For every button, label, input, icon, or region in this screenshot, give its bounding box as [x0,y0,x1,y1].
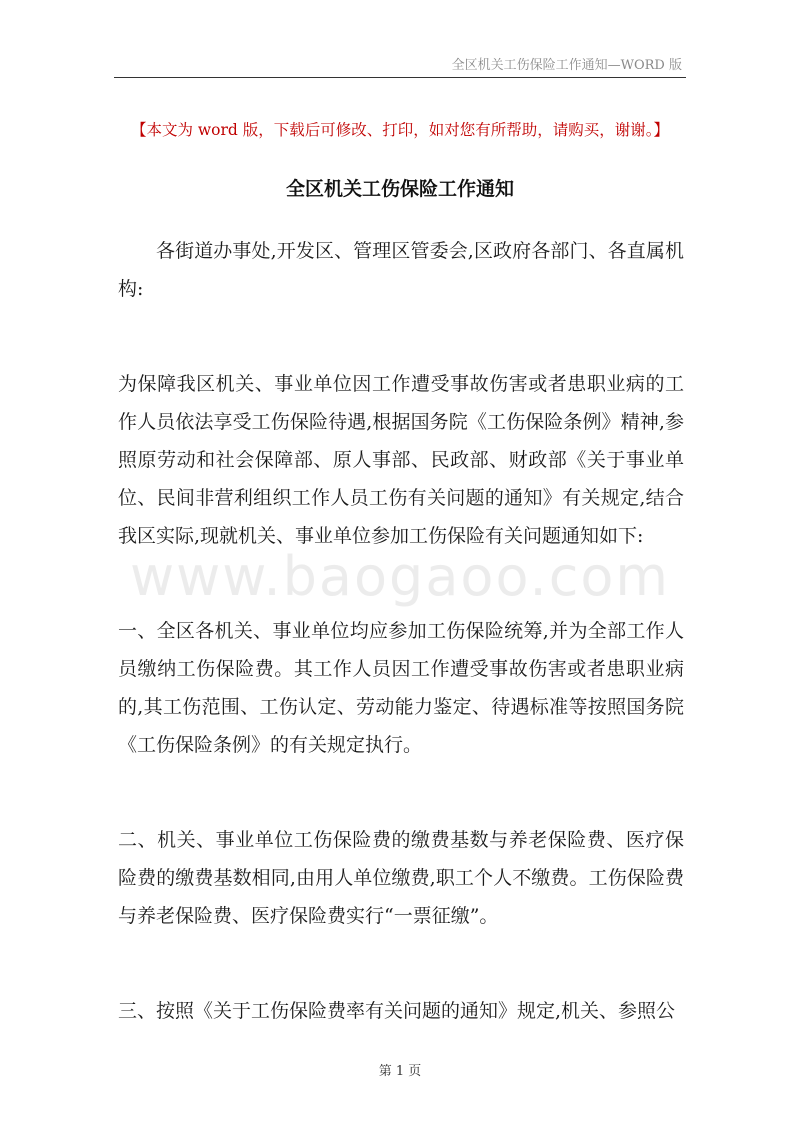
document-title: 全区机关工伤保险工作通知 [285,178,514,200]
item-3-paragraph: 三、按照《关于工伤保险费率有关问题的通知》规定,机关、参照公 [118,1000,676,1022]
item-2-paragraph: 二、机关、事业单位工伤保险费的缴费基数与养老保险费、医疗保险费的缴费基数相同,由用人单位缴费,职工个人不缴费。工伤保险费与养老保险费、医疗保险费实行“一票征缴”。 [118,829,684,927]
salutation-paragraph: 各街道办事处,开发区、管理区管委会,区政府各部门、各直属机构: [118,240,684,300]
page-number: 第 1 页 [378,1064,422,1079]
header-rule [114,77,686,78]
item-1-paragraph: 一、全区各机关、事业单位均应参加工伤保险统筹,并为全部工作人员缴纳工伤保险费。其工作人员因工作遭受事故伤害或者患职业病的,其工伤范围、工伤认定、劳动能力鉴定、待遇标准等按照国务院《工伤保险条例》的有关规定执行。 [118,620,684,756]
word-version-notice: 【本文为 word 版，下载后可修改、打印，如对您有所帮助，请购买，谢谢。】 [130,121,670,139]
document-body [118,232,684,1030]
intro-paragraph: 为保障我区机关、事业单位因工作遭受事故伤害或者患职业病的工作人员依法享受工伤保险待遇,根据国务院《工伤保险条例》精神,参照原劳动和社会保障部、原人事部、民政部、财政部《关于事业单位、民间非营利组织工作人员工伤有关问题的通知》有关规定,结合我区实际,现就机关、事业单位参加工伤保险有关问题通知如下: [118,373,684,547]
running-header: 全区机关工伤保险工作通知—WORD 版 [451,58,682,73]
watermark: www.baogaoo.com [129,545,671,608]
